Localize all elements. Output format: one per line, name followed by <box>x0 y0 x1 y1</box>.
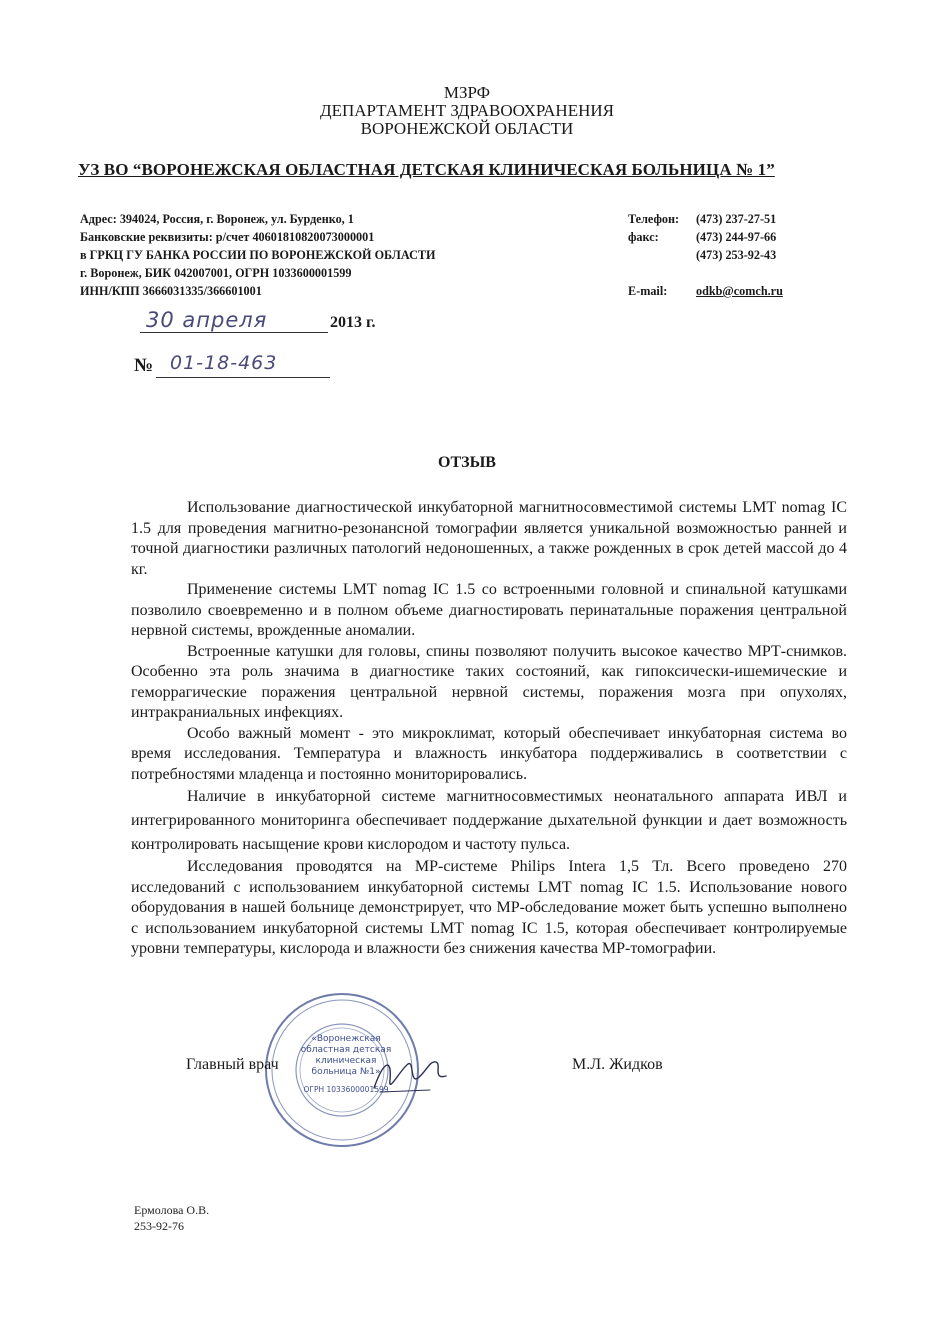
footer-phone: 253-92-76 <box>134 1219 184 1233</box>
stamp-line-1: «Воронежская <box>311 1034 381 1044</box>
stamp-line-2: областная детская <box>300 1045 392 1055</box>
header-line-2: ДЕПАРТАМЕНТ ЗДРАВООХРАНЕНИЯ <box>319 101 614 120</box>
requisite-bik: г. Воронеж, БИК 042007001, ОГРН 1033600001599 <box>80 266 352 280</box>
fax-row <box>628 228 783 246</box>
fax-value-2: (473) 253-92-43 <box>696 248 777 262</box>
stamp-ogrn: ОГРН 1033600001599 <box>303 1085 389 1094</box>
requisite-bank-account: Банковские реквизиты: р/счет 40601810820073000001 <box>80 230 375 244</box>
date-year: 2013 г. <box>330 314 376 331</box>
requisites-left <box>80 210 436 300</box>
requisite-bank: в ГРКЦ ГУ БАНКА РОССИИ ПО ВОРОНЕЖСКОЙ ОБЛАСТИ <box>80 248 436 262</box>
fax-value-1: (473) 244-97-66 <box>696 230 777 244</box>
signature-name: М.Л. Жидков <box>572 1056 663 1073</box>
number-underline <box>156 377 330 378</box>
letter-number <box>134 352 334 382</box>
date-underline <box>140 332 328 333</box>
ministry-header <box>0 84 934 138</box>
number-handwritten: 01-18-463 <box>170 352 278 374</box>
letter-date <box>140 310 400 336</box>
requisite-address: Адрес: 394024, Россия, г. Воронеж, ул. Бурденко, 1 <box>80 212 354 226</box>
signature-role: Главный врач <box>186 1056 279 1073</box>
paragraph-6: Исследования проводятся на МР-системе Philips Intera 1,5 Тл. Всего проведено 270 исследований с использованием инкубаторной системы LMT nomag IC 1.5. Использование нового оборудования в нашей больнице демонстрирует, что МР-обследование может быть успешно выполнено с использованием инкубаторной системы LMT nomag IC 1.5, которая обеспечивает контролируемые уровни температуры, кислорода и влажности без снижения качества МР-томографии. <box>131 858 847 957</box>
header-line-1: МЗРФ <box>443 83 491 102</box>
fax-row-2 <box>628 246 783 264</box>
paragraph-4: Особо важный момент - это микроклимат, который обеспечивает инкубаторная система во время исследования. Температура и влажность инкубатора поддерживались в соответствии с потребностями младенца и постоянно мониторировались. <box>131 724 847 783</box>
document-body <box>131 498 847 960</box>
paragraph-1: Использование диагностической инкубаторной магнитносовместимой системы LMT nomag IC 1.5 для проведения магнитно-резонансной томографии является уникальной возможностью ранней и точной диагностики различных патологий недоношенных, а также рожденных в срок детей массой до 4 кг. <box>131 499 847 578</box>
paragraph-2: Применение системы LMT nomag IC 1.5 со встроенными головной и спинальной катушками позволило своевременно и в полном объеме диагностировать перинатальные поражения центральной нервной системы, врожденные аномалии. <box>131 581 847 639</box>
requisite-inn: ИНН/КПП 3666031335/366601001 <box>80 284 262 298</box>
phone-label: Телефон: <box>628 212 680 226</box>
phone-value: (473) 237-27-51 <box>696 212 777 226</box>
paragraph-3: Встроенные катушки для головы, спины позволяют получить высокое качество МРТ-снимков. Особенно эта роль значима в диагностике таких состояний, как гипоксически-ишемические и геморрагические поражения центральной нервной системы, поражения мозга при опухолях, интракраниальных инфекциях. <box>131 642 847 721</box>
number-sign: № <box>134 355 154 376</box>
document-title: ОТЗЫВ <box>438 454 496 471</box>
requisites-contacts <box>628 210 783 300</box>
fax-label: факс: <box>628 230 659 244</box>
email-label: E-mail: <box>628 284 668 298</box>
phone-row <box>628 210 783 228</box>
handwritten-signature-icon <box>370 1050 450 1100</box>
date-handwritten: 30 апреля <box>146 308 268 332</box>
footer-author: Ермолова О.В. <box>134 1203 210 1217</box>
email-row <box>628 282 783 300</box>
stamp-line-4: больница №1» <box>311 1067 381 1077</box>
stamp-line-3: клиническая <box>315 1056 377 1066</box>
document-footer <box>134 1202 209 1234</box>
organization-name: УЗ ВО “ВОРОНЕЖСКАЯ ОБЛАСТНАЯ ДЕТСКАЯ КЛИНИЧЕСКАЯ БОЛЬНИЦА № 1” <box>78 160 775 179</box>
email-link[interactable]: odkb@comch.ru <box>696 284 783 298</box>
header-line-3: ВОРОНЕЖСКОЙ ОБЛАСТИ <box>360 119 574 138</box>
paragraph-5: Наличие в инкубаторной системе магнитносовместимых неонатального аппарата ИВЛ и интегрированного мониторинга обеспечивает поддержание дыхательной функции и дает возможность контролировать насыщение крови кислородом и частоту пульса. <box>131 788 847 853</box>
